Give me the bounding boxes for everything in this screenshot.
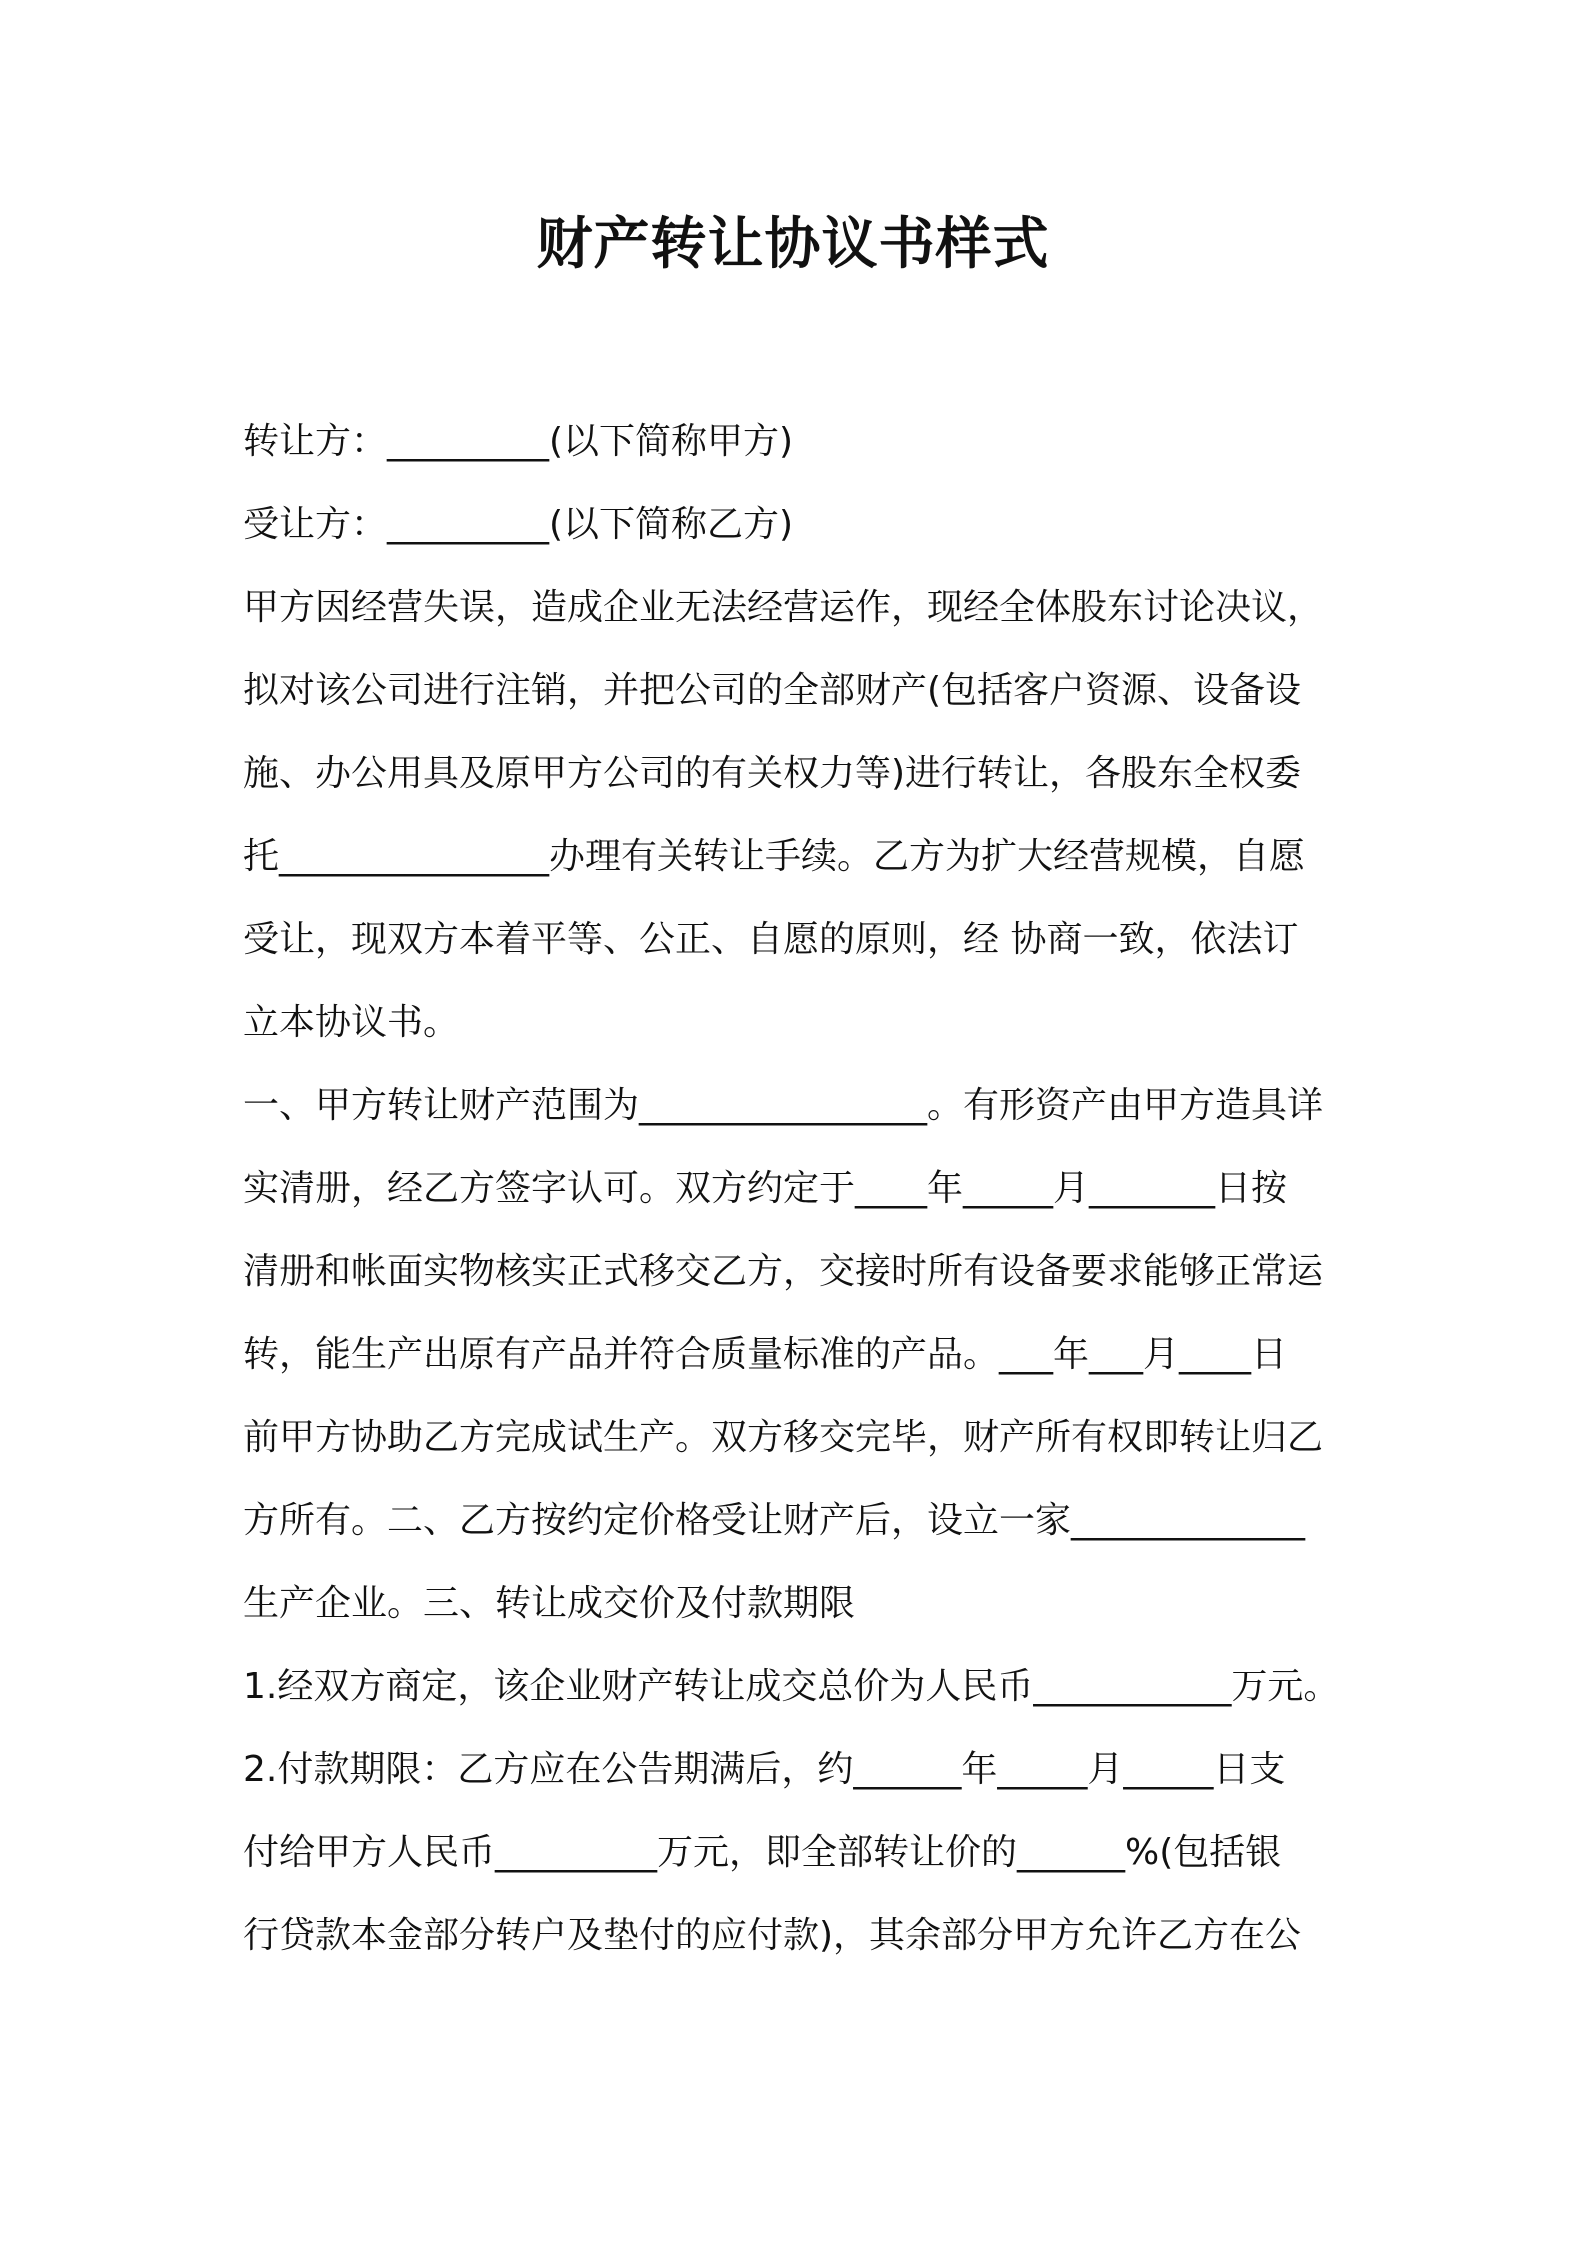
document-body — [243, 400, 1363, 1977]
text-line: 方所有。二、乙方按约定价格受让财产后，设立一家_____________ — [243, 1500, 1306, 1541]
text-line: 前甲方协助乙方完成试生产。双方移交完毕，财产所有权即转让归乙 — [243, 1417, 1324, 1458]
text-line: 1.经双方商定，该企业财产转让成交总价为人民币___________万元。 — [243, 1666, 1340, 1707]
text-line: 转，能生产出原有产品并符合质量标准的产品。___年___月____日 — [243, 1334, 1288, 1375]
text-line: 立本协议书。 — [243, 1002, 460, 1043]
text-line: 拟对该公司进行注销，并把公司的全部财产(包括客户资源、设备设 — [243, 670, 1302, 711]
document-title: 财产转让协议书样式 — [536, 212, 1050, 277]
text-line: 实清册，经乙方签字认可。双方约定于____年_____月_______日按 — [243, 1168, 1288, 1209]
text-line: 受让，现双方本着平等、公正、自愿的原则，经 协商一致，依法订 — [243, 919, 1299, 960]
text-line: 行贷款本金部分转户及垫付的应付款)，其余部分甲方允许乙方在公 — [243, 1915, 1302, 1956]
text-line: 转让方：_________(以下简称甲方) — [243, 421, 794, 462]
text-line: 清册和帐面实物核实正式移交乙方，交接时所有设备要求能够正常运 — [243, 1251, 1324, 1292]
text-line: 受让方：_________(以下简称乙方) — [243, 504, 794, 545]
text-line: 一、甲方转让财产范围为________________。有形资产由甲方造具详 — [243, 1085, 1324, 1126]
text-line: 2.付款期限：乙方应在公告期满后，约______年_____月_____日支 — [243, 1749, 1286, 1790]
text-line: 施、办公用具及原甲方公司的有关权力等)进行转让，各股东全权委 — [243, 753, 1302, 794]
text-line: 生产企业。三、转让成交价及付款期限 — [243, 1583, 856, 1624]
text-line: 付给甲方人民币_________万元，即全部转让价的______%(包括银 — [243, 1832, 1282, 1873]
text-line: 甲方因经营失误，造成企业无法经营运作，现经全体股东讨论决议， — [243, 587, 1324, 628]
text-line: 托_______________办理有关转让手续。乙方为扩大经营规模，自愿 — [243, 836, 1306, 877]
